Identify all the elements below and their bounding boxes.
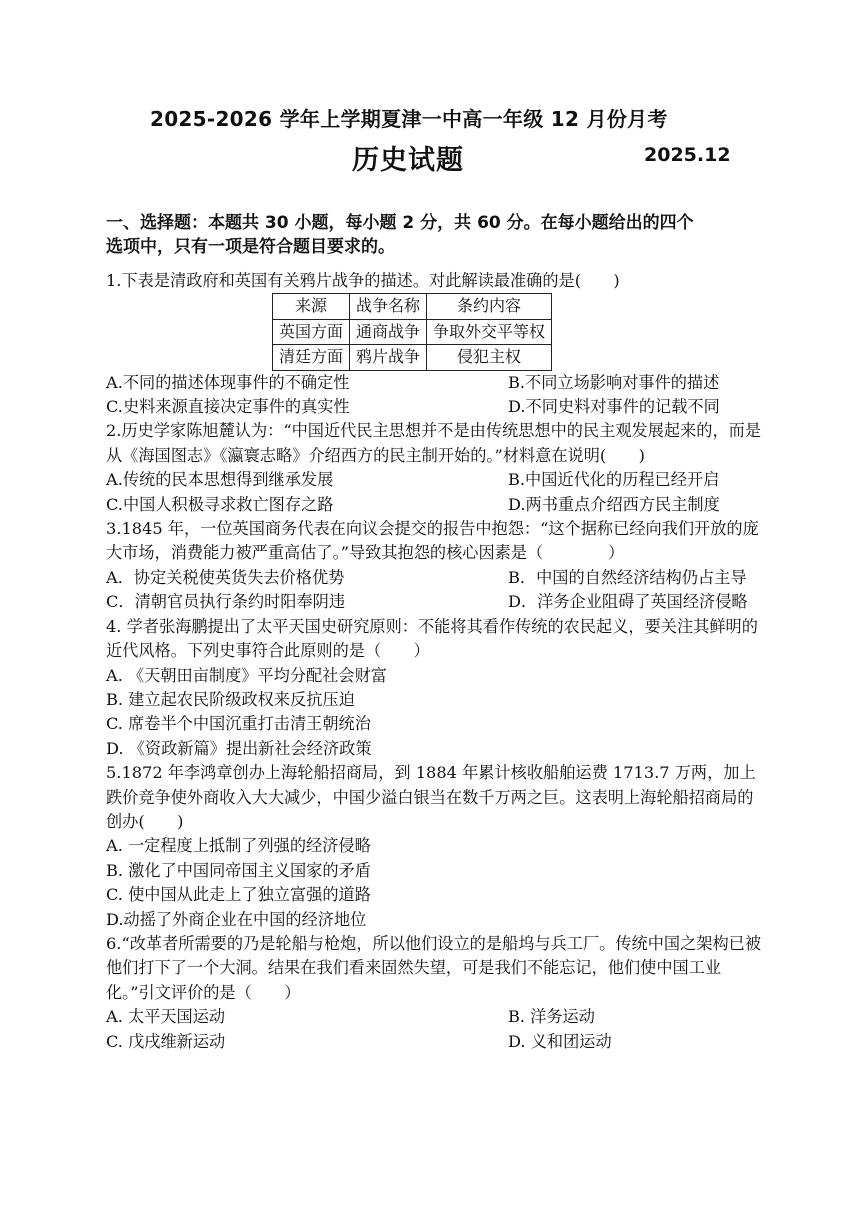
option-row bbox=[106, 493, 766, 517]
option-c[interactable]: C.史料来源直接决定事件的真实性 bbox=[106, 397, 350, 417]
option-b[interactable]: B. 建立起农民阶级政权来反抗压迫 bbox=[106, 689, 355, 709]
option-d[interactable]: D.两书重点介绍西方民主制度 bbox=[508, 494, 720, 514]
table-header-row bbox=[273, 294, 552, 319]
option-c[interactable]: C.中国人积极寻求救亡图存之路 bbox=[106, 494, 334, 514]
question-stem: 3.1845 年，一位英国商务代表在向议会提交的报告中抱怨：“这个据称已经向我们开放的庞大市场，消费能力被严重高估了。”导致其抱怨的核心因素是（ ） bbox=[106, 519, 759, 563]
question-6 bbox=[106, 932, 766, 1054]
table-row bbox=[273, 319, 552, 344]
exam-date: 2025.12 bbox=[644, 144, 731, 166]
table-cell: 侵犯主权 bbox=[427, 345, 552, 370]
question-4 bbox=[106, 615, 766, 761]
option-b[interactable]: B. 洋务运动 bbox=[508, 1007, 595, 1027]
table-cell: 争取外交平等权 bbox=[427, 319, 552, 344]
question-2 bbox=[106, 419, 766, 517]
question-stem: 4. 学者张海鹏提出了太平天国史研究原则：不能将其看作传统的农民起义，要关注其鲜明的近代风格。下列史事符合此原则的是（ ） bbox=[106, 616, 758, 661]
question-stem: 6.“改革者所需要的乃是轮船与枪炮，所以他们设立的是船坞与兵工厂。传统中国之架构已被他们打下了一个大洞。结果在我们看来固然失望，可是我们不能忘记，他们使中国工业化。”引文评价的是（ ） bbox=[106, 933, 762, 1002]
comparison-table bbox=[272, 293, 552, 370]
question-5 bbox=[106, 761, 766, 932]
option-c[interactable]: C. 席卷半个中国沉重打击清王朝统治 bbox=[106, 714, 371, 734]
subject-title: 历史试题 bbox=[352, 145, 464, 176]
exam-title: 2025-2026 学年上学期夏津一中高一年级 12 月份月考 bbox=[150, 107, 668, 131]
question-3 bbox=[106, 517, 766, 615]
question-stem: 2.历史学家陈旭麓认为：“中国近代民主思想并不是由传统思想中的民主观发展起来的，而是从《海国图志》《瀛寰志略》介绍西方的民主制开始的。”材料意在说明( ) bbox=[106, 421, 762, 465]
questions-list bbox=[106, 269, 766, 1054]
option-d[interactable]: D.不同史料对事件的记载不同 bbox=[508, 397, 720, 417]
option-d[interactable]: D．洋务企业阻碍了英国经济侵略 bbox=[508, 592, 748, 612]
option-b[interactable]: B.不同立场影响对事件的描述 bbox=[508, 372, 720, 392]
table-header-cell: 条约内容 bbox=[427, 294, 552, 319]
section-line-2: 选项中，只有一项是符合题目要求的。 bbox=[106, 237, 395, 257]
option-a[interactable]: A．协定关税使英货失去价格优势 bbox=[106, 567, 345, 587]
question-stem: 1.下表是清政府和英国有关鸦片战争的描述。对此解读最准确的是( ) bbox=[106, 271, 620, 290]
table-cell: 清廷方面 bbox=[273, 345, 350, 370]
table-header-cell: 战争名称 bbox=[350, 294, 427, 319]
option-row bbox=[106, 395, 766, 419]
option-c[interactable]: C. 戊戌维新运动 bbox=[106, 1031, 226, 1051]
option-row bbox=[106, 590, 766, 614]
option-row bbox=[106, 468, 766, 492]
option-b[interactable]: B.中国近代化的历程已经开启 bbox=[508, 470, 720, 490]
option-a[interactable]: A. 《天朝田亩制度》平均分配社会财富 bbox=[106, 665, 387, 685]
section-heading bbox=[106, 211, 766, 259]
question-1 bbox=[106, 269, 766, 419]
option-a[interactable]: A.不同的描述体现事件的不确定性 bbox=[106, 372, 350, 392]
option-b[interactable]: B．中国的自然经济结构仍占主导 bbox=[508, 567, 747, 587]
option-row bbox=[106, 371, 766, 395]
option-c[interactable]: C. 使中国从此走上了独立富强的道路 bbox=[106, 885, 371, 905]
option-d[interactable]: D.动摇了外商企业在中国的经济地位 bbox=[106, 909, 367, 929]
option-row bbox=[106, 566, 766, 590]
section-line-1: 一、选择题：本题共 30 小题，每小题 2 分，共 60 分。在每小题给出的四个 bbox=[106, 213, 694, 233]
option-a[interactable]: A. 太平天国运动 bbox=[106, 1007, 226, 1027]
option-a[interactable]: A. 一定程度上抵制了列强的经济侵略 bbox=[106, 836, 371, 856]
option-c[interactable]: C．清朝官员执行条约时阳奉阴违 bbox=[106, 592, 346, 612]
option-d[interactable]: D. 义和团运动 bbox=[508, 1031, 612, 1051]
option-d[interactable]: D. 《资政新篇》提出新社会经济政策 bbox=[106, 738, 372, 758]
table-header-cell: 来源 bbox=[273, 294, 350, 319]
table-cell: 英国方面 bbox=[273, 319, 350, 344]
option-row bbox=[106, 1005, 766, 1029]
question-stem: 5.1872 年李鸿章创办上海轮船招商局，到 1884 年累计核收船舶运费 1713.7 万两，加上跌价竞争使外商收入大大减少，中国少溢白银当在数千万两之巨。这表明上海轮船招商局的创办( ) bbox=[106, 763, 756, 831]
option-row bbox=[106, 1030, 766, 1054]
table-row bbox=[273, 345, 552, 370]
option-a[interactable]: A.传统的民本思想得到继承发展 bbox=[106, 470, 334, 490]
option-b[interactable]: B. 激化了中国同帝国主义国家的矛盾 bbox=[106, 860, 371, 880]
table-cell: 通商战争 bbox=[350, 319, 427, 344]
table-cell: 鸦片战争 bbox=[350, 345, 427, 370]
